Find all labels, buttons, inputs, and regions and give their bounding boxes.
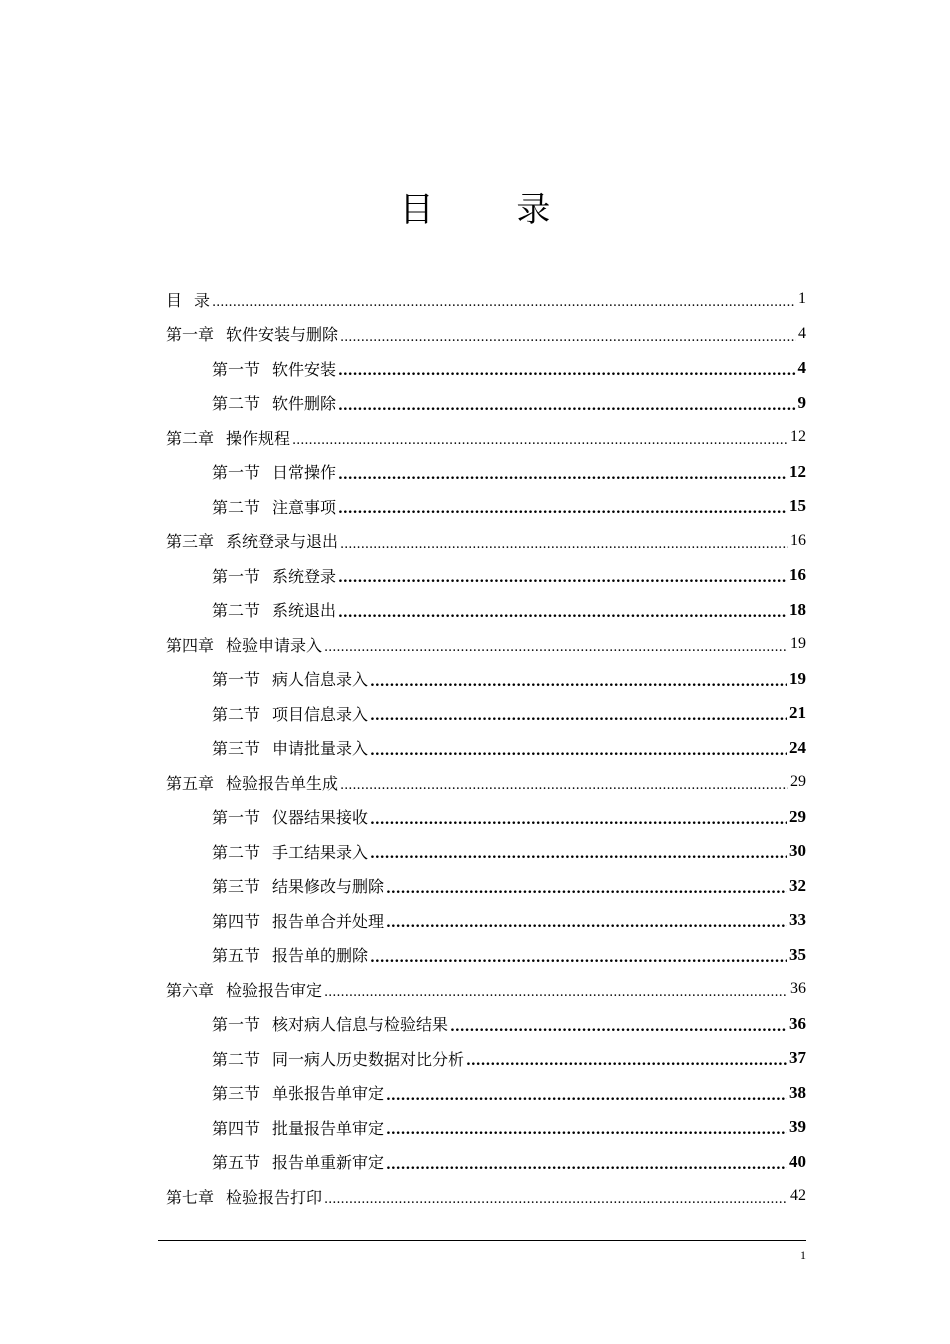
toc-entry-title: 检验申请录入 bbox=[226, 635, 323, 655]
toc-entry-number: 第五节 bbox=[212, 1153, 261, 1173]
toc-entry-page: 12 bbox=[789, 461, 806, 481]
toc-entry-label bbox=[166, 529, 338, 552]
toc-entry-label bbox=[212, 943, 368, 966]
page-title: 目 录 bbox=[399, 190, 587, 230]
toc-chapter-entry[interactable] bbox=[166, 420, 806, 455]
toc-entry-title: 报告单重新审定 bbox=[272, 1153, 385, 1173]
toc-entry-number: 第三节 bbox=[212, 877, 261, 897]
toc-leader-dots bbox=[466, 1051, 787, 1069]
toc-entry-page: 9 bbox=[797, 392, 806, 412]
toc-entry-label bbox=[212, 702, 368, 725]
toc-entry-number: 第二节 bbox=[212, 394, 261, 414]
toc-section-entry[interactable] bbox=[166, 386, 806, 421]
toc-chapter-entry[interactable] bbox=[166, 524, 806, 559]
toc-entry-page: 16 bbox=[790, 531, 806, 549]
toc-entry-title: 核对病人信息与检验结果 bbox=[272, 1015, 449, 1035]
toc-entry-title: 报告单的删除 bbox=[272, 946, 369, 966]
toc-entry-label bbox=[166, 426, 290, 449]
toc-entry-label bbox=[212, 460, 336, 483]
toc-entry-label bbox=[212, 1047, 464, 1070]
footer-divider bbox=[158, 1240, 806, 1241]
toc-entry-title: 系统退出 bbox=[272, 601, 337, 621]
toc-entry-number: 第六章 bbox=[166, 980, 215, 1000]
toc-section-entry[interactable] bbox=[166, 903, 806, 938]
table-of-contents bbox=[166, 282, 806, 1214]
toc-section-entry[interactable] bbox=[166, 489, 806, 524]
toc-entry-page: 12 bbox=[790, 428, 806, 446]
toc-section-entry[interactable] bbox=[166, 558, 806, 593]
toc-entry-label bbox=[212, 1012, 448, 1035]
toc-leader-dots bbox=[386, 1086, 787, 1104]
toc-entry-page: 19 bbox=[790, 635, 806, 653]
toc-section-entry[interactable] bbox=[166, 1145, 806, 1180]
toc-entry-page: 18 bbox=[789, 599, 806, 619]
toc-entry-label bbox=[166, 771, 338, 794]
toc-section-entry[interactable] bbox=[166, 696, 806, 731]
toc-entry-page: 29 bbox=[789, 806, 806, 826]
toc-entry-label bbox=[166, 322, 338, 345]
toc-entry-page: 15 bbox=[789, 496, 806, 516]
toc-section-entry[interactable] bbox=[166, 938, 806, 973]
toc-entry-page: 36 bbox=[789, 1013, 806, 1033]
toc-leader-dots bbox=[386, 1120, 787, 1138]
toc-entry-label bbox=[212, 909, 384, 932]
toc-entry-number: 第四节 bbox=[212, 1118, 261, 1138]
toc-entry-page: 21 bbox=[789, 703, 806, 723]
toc-entry-title: 报告单合并处理 bbox=[272, 911, 385, 931]
toc-chapter-entry[interactable] bbox=[166, 282, 806, 317]
toc-section-entry[interactable] bbox=[166, 593, 806, 628]
toc-leader-dots bbox=[340, 775, 788, 793]
toc-entry-page: 37 bbox=[789, 1048, 806, 1068]
toc-entry-label bbox=[166, 288, 210, 311]
toc-chapter-entry[interactable] bbox=[166, 765, 806, 800]
toc-leader-dots bbox=[340, 534, 788, 552]
toc-entry-number: 第一节 bbox=[212, 463, 261, 483]
toc-entry-label bbox=[212, 874, 384, 897]
toc-section-entry[interactable] bbox=[166, 1007, 806, 1042]
toc-leader-dots bbox=[370, 948, 787, 966]
toc-entry-page: 35 bbox=[789, 944, 806, 964]
toc-entry-title: 单张报告单审定 bbox=[272, 1084, 385, 1104]
toc-entry-number: 第二节 bbox=[212, 704, 261, 724]
toc-entry-page: 38 bbox=[789, 1082, 806, 1102]
toc-entry-number: 第五章 bbox=[166, 773, 215, 793]
toc-leader-dots bbox=[370, 706, 787, 724]
toc-entry-title: 录 bbox=[194, 290, 211, 310]
toc-leader-dots bbox=[338, 499, 787, 517]
toc-leader-dots bbox=[450, 1017, 787, 1035]
toc-entry-number: 第二章 bbox=[166, 428, 215, 448]
toc-entry-title: 检验报告单生成 bbox=[226, 773, 339, 793]
toc-leader-dots bbox=[212, 292, 796, 310]
toc-entry-page: 4 bbox=[797, 358, 806, 378]
toc-chapter-entry[interactable] bbox=[166, 1179, 806, 1214]
toc-leader-dots bbox=[340, 327, 796, 345]
toc-entry-label bbox=[212, 667, 368, 690]
toc-entry-label bbox=[166, 978, 322, 1001]
toc-entry-number: 第四章 bbox=[166, 635, 215, 655]
toc-entry-page: 42 bbox=[790, 1187, 806, 1205]
toc-entry-title: 病人信息录入 bbox=[272, 670, 369, 690]
toc-entry-label bbox=[166, 1185, 322, 1208]
toc-leader-dots bbox=[370, 741, 787, 759]
toc-leader-dots bbox=[386, 913, 787, 931]
toc-entry-title: 结果修改与删除 bbox=[272, 877, 385, 897]
toc-leader-dots bbox=[324, 1189, 788, 1207]
toc-entry-label bbox=[166, 633, 322, 656]
toc-leader-dots bbox=[386, 1155, 787, 1173]
toc-entry-number: 第一节 bbox=[212, 566, 261, 586]
toc-entry-page: 1 bbox=[798, 290, 806, 308]
toc-entry-title: 同一病人历史数据对比分析 bbox=[272, 1049, 465, 1069]
toc-entry-label bbox=[212, 357, 336, 380]
toc-entry-label bbox=[212, 840, 368, 863]
toc-leader-dots bbox=[324, 637, 788, 655]
toc-chapter-entry[interactable] bbox=[166, 972, 806, 1007]
toc-entry-title: 检验报告打印 bbox=[226, 1187, 323, 1207]
toc-entry-number: 第二节 bbox=[212, 842, 261, 862]
toc-entry-title: 操作规程 bbox=[226, 428, 291, 448]
toc-leader-dots bbox=[338, 603, 787, 621]
toc-leader-dots bbox=[338, 465, 787, 483]
toc-entry-label bbox=[212, 564, 336, 587]
toc-chapter-entry[interactable] bbox=[166, 317, 806, 352]
toc-entry-label bbox=[212, 391, 336, 414]
toc-entry-page: 4 bbox=[798, 324, 806, 342]
toc-leader-dots bbox=[386, 879, 787, 897]
toc-chapter-entry[interactable] bbox=[166, 627, 806, 662]
toc-entry-page: 16 bbox=[789, 565, 806, 585]
toc-entry-label bbox=[212, 598, 336, 621]
toc-entry-label bbox=[212, 1150, 384, 1173]
toc-section-entry[interactable] bbox=[166, 731, 806, 766]
toc-leader-dots bbox=[370, 810, 787, 828]
toc-leader-dots bbox=[338, 568, 787, 586]
toc-entry-number: 目 bbox=[166, 290, 183, 310]
toc-leader-dots bbox=[338, 396, 795, 414]
toc-entry-page: 32 bbox=[789, 875, 806, 895]
toc-section-entry[interactable] bbox=[166, 455, 806, 490]
toc-entry-number: 第一节 bbox=[212, 1015, 261, 1035]
toc-section-entry[interactable] bbox=[166, 1076, 806, 1111]
toc-section-entry[interactable] bbox=[166, 869, 806, 904]
toc-entry-number: 第四节 bbox=[212, 911, 261, 931]
toc-entry-number: 第三章 bbox=[166, 532, 215, 552]
toc-entry-number: 第一章 bbox=[166, 325, 215, 345]
toc-entry-number: 第三节 bbox=[212, 739, 261, 759]
toc-entry-number: 第一节 bbox=[212, 359, 261, 379]
toc-entry-label bbox=[212, 805, 368, 828]
toc-entry-number: 第一节 bbox=[212, 808, 261, 828]
toc-entry-label bbox=[212, 1081, 384, 1104]
toc-leader-dots bbox=[370, 672, 787, 690]
toc-entry-label bbox=[212, 736, 368, 759]
toc-entry-title: 申请批量录入 bbox=[272, 739, 369, 759]
toc-section-entry[interactable] bbox=[166, 351, 806, 386]
toc-entry-title: 项目信息录入 bbox=[272, 704, 369, 724]
toc-entry-page: 40 bbox=[789, 1151, 806, 1171]
toc-leader-dots bbox=[324, 982, 788, 1000]
toc-entry-title: 日常操作 bbox=[272, 463, 337, 483]
toc-entry-title: 软件安装 bbox=[272, 359, 337, 379]
toc-entry-title: 系统登录与退出 bbox=[226, 532, 339, 552]
toc-entry-number: 第七章 bbox=[166, 1187, 215, 1207]
toc-entry-number: 第一节 bbox=[212, 670, 261, 690]
toc-entry-page: 36 bbox=[790, 980, 806, 998]
toc-leader-dots bbox=[338, 361, 795, 379]
toc-entry-number: 第二节 bbox=[212, 1049, 261, 1069]
toc-entry-page: 30 bbox=[789, 841, 806, 861]
toc-entry-page: 24 bbox=[789, 737, 806, 757]
toc-entry-number: 第三节 bbox=[212, 1084, 261, 1104]
toc-entry-label bbox=[212, 495, 336, 518]
toc-entry-title: 软件安装与删除 bbox=[226, 325, 339, 345]
toc-entry-title: 注意事项 bbox=[272, 497, 337, 517]
toc-leader-dots bbox=[292, 430, 788, 448]
toc-entry-number: 第二节 bbox=[212, 601, 261, 621]
toc-entry-number: 第二节 bbox=[212, 497, 261, 517]
toc-section-entry[interactable] bbox=[166, 662, 806, 697]
footer-page-number: 1 bbox=[800, 1248, 806, 1262]
toc-entry-title: 批量报告单审定 bbox=[272, 1118, 385, 1138]
toc-section-entry[interactable] bbox=[166, 800, 806, 835]
toc-section-entry[interactable] bbox=[166, 1041, 806, 1076]
toc-entry-page: 39 bbox=[789, 1117, 806, 1137]
toc-entry-title: 检验报告审定 bbox=[226, 980, 323, 1000]
toc-entry-title: 手工结果录入 bbox=[272, 842, 369, 862]
toc-section-entry[interactable] bbox=[166, 834, 806, 869]
toc-entry-title: 系统登录 bbox=[272, 566, 337, 586]
toc-entry-title: 仪器结果接收 bbox=[272, 808, 369, 828]
toc-entry-label bbox=[212, 1116, 384, 1139]
toc-section-entry[interactable] bbox=[166, 1110, 806, 1145]
toc-entry-number: 第五节 bbox=[212, 946, 261, 966]
toc-entry-page: 19 bbox=[789, 668, 806, 688]
toc-entry-title: 软件删除 bbox=[272, 394, 337, 414]
toc-entry-page: 29 bbox=[790, 773, 806, 791]
toc-entry-page: 33 bbox=[789, 910, 806, 930]
toc-leader-dots bbox=[370, 844, 787, 862]
